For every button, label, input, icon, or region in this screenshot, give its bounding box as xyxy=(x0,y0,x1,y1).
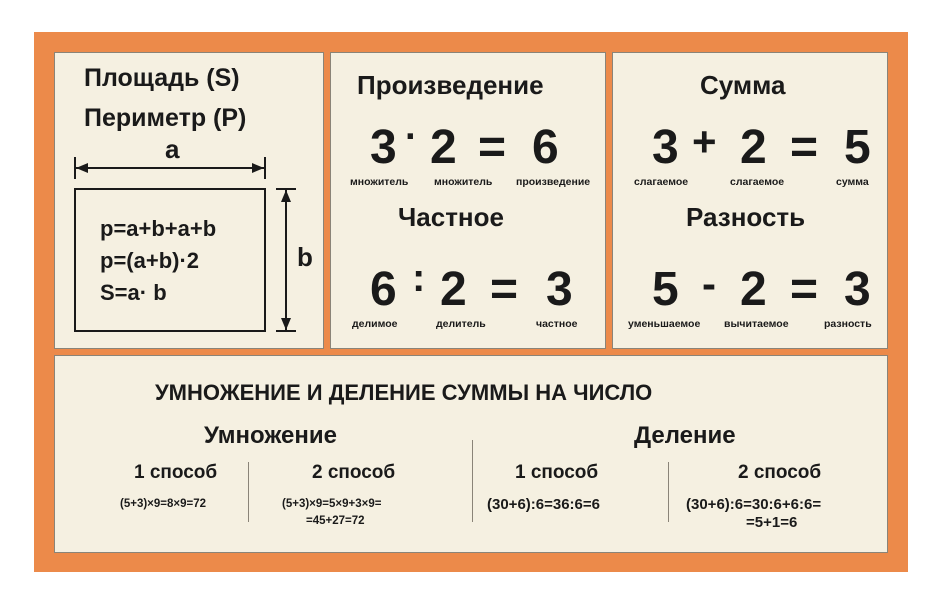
arrowheads-b xyxy=(278,186,294,334)
div-divider xyxy=(668,462,669,522)
product-equals: = xyxy=(478,121,507,174)
product-factor-b: 2 xyxy=(430,121,457,174)
quotient-dividend: 6 xyxy=(370,263,397,316)
quotient-divisor: 2 xyxy=(440,263,467,316)
product-label-a: множитель xyxy=(350,176,409,188)
div-way2-expr2: =5+1=6 xyxy=(746,514,798,531)
sum-label-a: слагаемое xyxy=(634,176,689,188)
product-result: 6 xyxy=(532,121,559,174)
center-divider xyxy=(472,440,473,522)
difference-label-result: разность xyxy=(824,318,872,330)
mult-way1-label: 1 способ xyxy=(134,462,218,483)
division-title: Деление xyxy=(634,422,736,449)
sum-addend-b: 2 xyxy=(740,121,767,174)
quotient-label-b: делитель xyxy=(436,318,486,330)
formula-area: S=a· b xyxy=(100,280,167,305)
quotient-label-a: делимое xyxy=(352,318,398,330)
mult-way2-expr1: (5+3)×9=5×9+3×9= xyxy=(282,498,382,510)
product-label-b: множитель xyxy=(434,176,493,188)
product-label-result: произведение xyxy=(516,176,591,188)
mult-way2-expr2: =45+27=72 xyxy=(306,515,365,527)
sum-result: 5 xyxy=(844,121,871,174)
product-factor-a: 3 xyxy=(370,121,397,174)
mult-divider xyxy=(248,462,249,522)
product-operator: · xyxy=(405,116,418,158)
formula-perimeter-sum: p=a+b+a+b xyxy=(100,216,217,241)
sum-label-result: сумма xyxy=(836,176,869,188)
arrowheads-a xyxy=(70,160,270,176)
div-way1-label: 1 способ xyxy=(515,462,599,483)
div-way2-label: 2 способ xyxy=(738,462,822,483)
sum-addend-a: 3 xyxy=(652,121,679,174)
difference-label-a: уменьшаемое xyxy=(628,318,701,330)
mult-way2-label: 2 способ xyxy=(312,462,396,483)
sum-operator: + xyxy=(692,118,717,165)
quotient-equals: = xyxy=(490,263,519,316)
multiplication-title: Умножение xyxy=(204,422,337,449)
quotient-label-result: частное xyxy=(536,318,578,330)
bottom-heading: УМНОЖЕНИЕ И ДЕЛЕНИЕ СУММЫ НА ЧИСЛО xyxy=(155,380,653,405)
sum-label-b: слагаемое xyxy=(730,176,785,188)
product-title: Произведение xyxy=(357,70,544,100)
perimeter-title: Периметр (P) xyxy=(84,104,247,132)
difference-subtrahend: 2 xyxy=(740,263,767,316)
mult-way1-expr: (5+3)×9=8×9=72 xyxy=(120,498,207,510)
quotient-operator: : xyxy=(412,256,426,300)
side-a-label: a xyxy=(165,134,180,164)
area-title: Площадь (S) xyxy=(84,64,240,92)
difference-operator: - xyxy=(702,260,716,307)
difference-label-b: вычитаемое xyxy=(724,318,789,330)
formula-perimeter-product: p=(a+b)·2 xyxy=(100,248,200,273)
quotient-result: 3 xyxy=(546,263,573,316)
difference-title: Разность xyxy=(686,202,806,232)
sum-title: Сумма xyxy=(700,70,786,100)
side-b-label: b xyxy=(297,242,313,272)
difference-minuend: 5 xyxy=(652,263,679,316)
sum-equals: = xyxy=(790,121,819,174)
div-way2-expr1: (30+6):6=30:6+6:6= xyxy=(686,496,822,513)
difference-result: 3 xyxy=(844,263,871,316)
quotient-title: Частное xyxy=(398,202,504,232)
difference-equals: = xyxy=(790,263,819,316)
div-way1-expr: (30+6):6=36:6=6 xyxy=(487,496,600,513)
